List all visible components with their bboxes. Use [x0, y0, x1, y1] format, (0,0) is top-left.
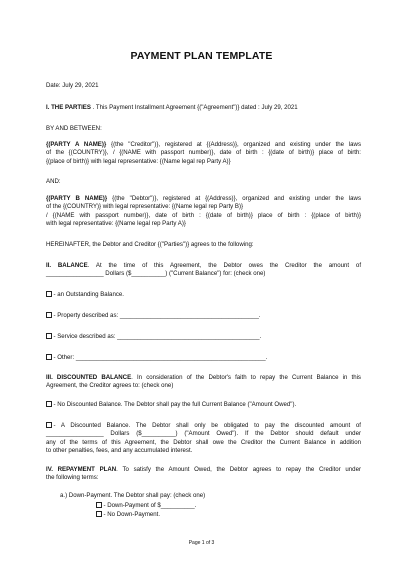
party-a-name: {(PARTY A NAME)} — [46, 141, 107, 148]
repayment-item-a: a.) Down-Payment. The Debtor shall pay: (check one) — [60, 492, 206, 499]
balance-line-2: _________________ Dollars ($__________) ("Current Balance") for: (check one) — [46, 270, 266, 278]
party-b-line-2: of the {(COUNTRY)} with legal representative: {(Name legal rep Party B)} — [46, 203, 244, 211]
parties-text: . This Payment Installment Agreement {("Agreement")} dated : July 29, 2021 — [90, 104, 298, 111]
option-label: - Service described as: __________________________________________. — [53, 333, 262, 340]
and-label: AND: — [46, 178, 61, 185]
repayment-line-1 — [46, 466, 361, 474]
discounted-option-discount-line-1 — [46, 422, 361, 430]
no-down-payment-option — [96, 511, 403, 519]
checkbox[interactable] — [96, 502, 102, 508]
document-title: PAYMENT PLAN TEMPLATE — [130, 50, 273, 62]
discounted-text-1: . In consideration of the Debtor's faith to repay the Current Balance in this — [131, 374, 361, 381]
repayment-line-2: the following terms: — [46, 474, 99, 482]
balance-option-service — [46, 333, 361, 341]
checkbox[interactable] — [46, 312, 52, 318]
option-label: - an Outstanding Balance. — [53, 291, 124, 298]
balance-heading: II. BALANCE — [46, 262, 88, 269]
option-label: - No Discounted Balance. The Debtor shall pay the full Current Balance ("Amount Owed"). — [53, 401, 297, 408]
date-line: Date: July 29, 2021 — [46, 82, 99, 89]
balance-option-property — [46, 312, 361, 320]
discounted-heading: III. DISCOUNTED BALANCE — [46, 374, 132, 381]
down-payment-option — [96, 502, 403, 510]
checkbox[interactable] — [96, 511, 102, 517]
hereinafter-line: HEREINAFTER, the Debtor and Creditor {("Parties")} agrees to the following: — [46, 241, 254, 248]
parties-heading: I. THE PARTIES — [46, 104, 91, 111]
discounted-line-1 — [46, 374, 361, 382]
party-b-line-4: with legal representative: {(Name legal rep Party A)} — [46, 219, 186, 227]
balance-line-1 — [46, 262, 361, 270]
option-label: - Other: ________________________________________________________. — [53, 354, 268, 361]
party-b-name: {(PARTY B NAME)} — [46, 195, 108, 202]
option-label: - No Down-Payment. — [103, 511, 161, 518]
party-a-line-2: of the {(COUNTRY)}, / {(NAME with passport number)}, date of birth : {(date of birth)} place of birth: — [46, 149, 361, 157]
checkbox[interactable] — [46, 422, 52, 428]
discounted-line-2: Agreement, the Creditor agrees to: (check one) — [46, 382, 174, 390]
option-label: - Property described as: _________________________________________. — [53, 312, 261, 319]
party-a-text-1: {(the "Creditor")}, registered at {(Address)}, organized and existing under the laws — [106, 141, 361, 148]
party-b-line-3: / {(NAME with passport number)}, date of birth : {(date of birth)} place of birth : {(place of birth)} — [46, 211, 361, 219]
discounted-option-discount-line-2: _________________ Dollars ($__________) ("Amount Owed"). If the Debtor should default under — [46, 430, 361, 438]
checkbox[interactable] — [46, 401, 52, 407]
party-a-line-1 — [46, 141, 361, 149]
option-label: - A Discounted Balance. The Debtor shall only be obligated to pay the discounted amount of — [53, 422, 361, 429]
parties-paragraph — [46, 104, 361, 112]
balance-option-other — [46, 354, 361, 362]
discounted-option-none — [46, 401, 361, 409]
option-label: - Down-Payment of $__________. — [103, 502, 197, 509]
party-b-line-1 — [46, 195, 361, 203]
balance-option-outstanding — [46, 291, 361, 299]
repayment-heading: IV. REPAYMENT PLAN — [46, 466, 117, 473]
page-number: Page 1 of 3 — [188, 540, 215, 546]
checkbox[interactable] — [46, 354, 52, 360]
checkbox[interactable] — [46, 291, 52, 297]
discounted-option-discount-line-4: to other penalties, fees, and any accumulated interest. — [46, 446, 193, 454]
checkbox[interactable] — [46, 333, 52, 339]
balance-text-1: . At the time of this Agreement, the Debtor owes the Creditor the amount of — [87, 262, 362, 269]
party-a-line-3: {(place of birth)} with legal representative: {(Name legal rep Party A)} — [46, 157, 231, 165]
discounted-option-discount-line-3: any of the terms of this Agreement, the Debtor shall owe the Creditor the Current Balance in addition — [46, 438, 361, 446]
by-and-between: BY AND BETWEEN: — [46, 125, 102, 132]
party-b-text-1: {(the "Debtor")}, registered at {(Address)}, organized and existing under the laws — [107, 195, 361, 202]
repayment-text-1: . To satisfy the Amount Owed, the Debtor agrees to repay the Creditor under — [116, 466, 361, 473]
